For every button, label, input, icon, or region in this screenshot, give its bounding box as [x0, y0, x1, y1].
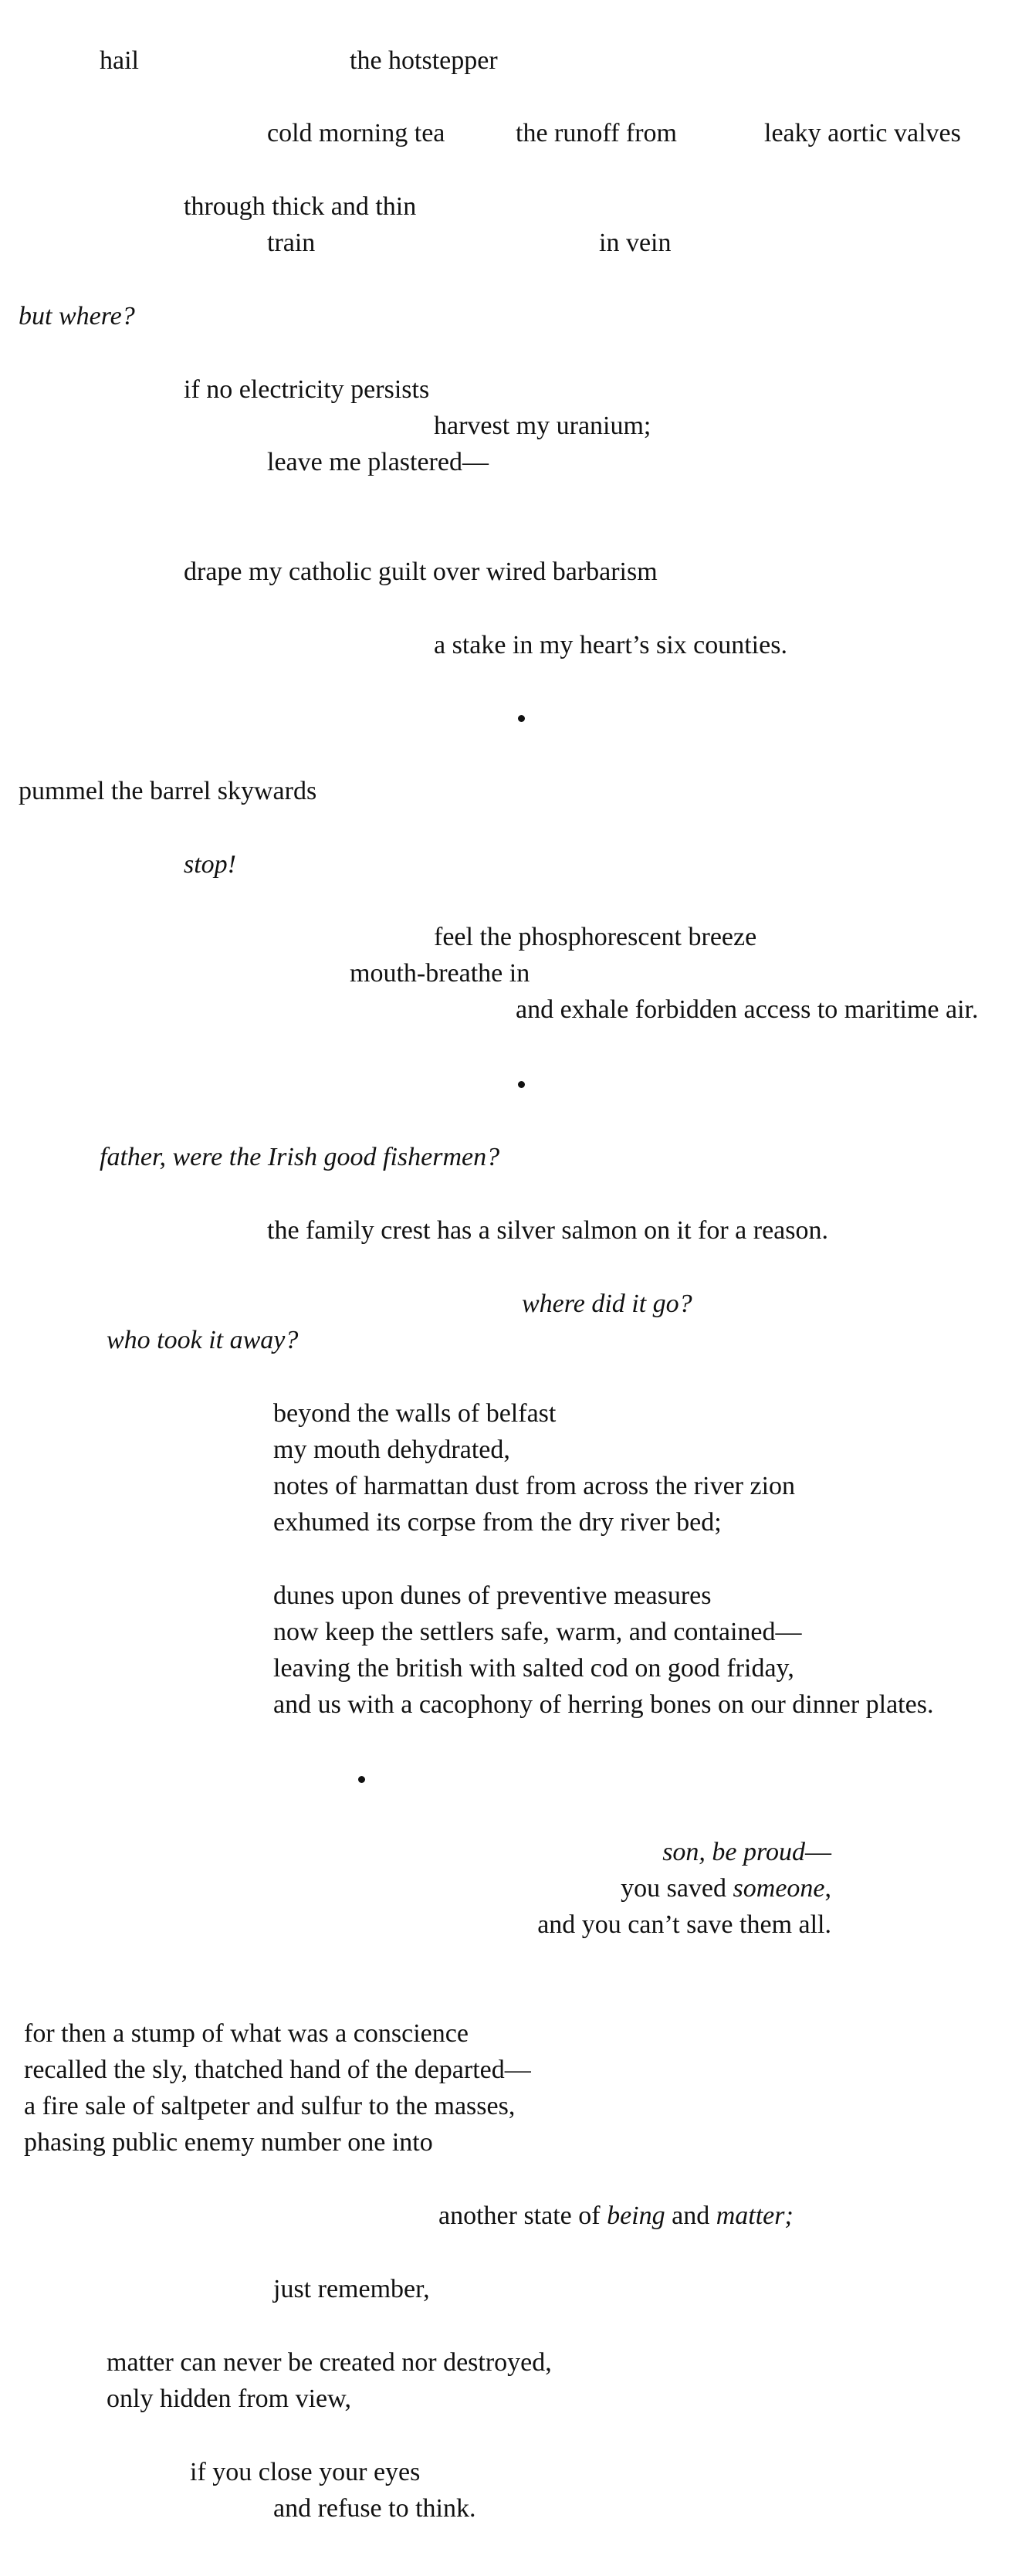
line-train: train — [267, 229, 316, 257]
line-matter-created: matter can never be created nor destroyed, — [107, 2348, 552, 2377]
line-in-vein: in vein — [599, 229, 672, 257]
line-but-where: but where? — [19, 302, 135, 330]
line-exhale: and exhale forbidden access to maritime air. — [516, 995, 979, 1024]
saved-post: , — [824, 1874, 831, 1903]
line-another-state — [438, 2203, 794, 2229]
saved-pre: you saved — [621, 1874, 733, 1903]
line-you-saved — [621, 1876, 831, 1902]
line-stake: a stake in my heart’s six counties. — [434, 631, 787, 659]
line-plastered: leave me plastered— — [267, 448, 489, 476]
line-who-took-it: who took it away? — [107, 1326, 299, 1354]
line-dunes: dunes upon dunes of preventive measures — [273, 1581, 712, 1610]
line-uranium: harvest my uranium; — [434, 412, 651, 440]
line-stop: stop! — [184, 850, 236, 879]
line-son-be-proud — [662, 1839, 831, 1866]
line-belfast: beyond the walls of belfast — [273, 1399, 557, 1428]
state-being: being — [607, 2201, 665, 2230]
line-where-did-it-go: where did it go? — [522, 1290, 692, 1318]
line-just-remember: just remember, — [273, 2275, 430, 2303]
line-cant-save: and you can’t save them all. — [537, 1910, 831, 1939]
line-hotstepper: the hotstepper — [350, 46, 498, 75]
section-bullet — [518, 715, 525, 722]
line-exhumed: exhumed its corpse from the dry river bed; — [273, 1508, 722, 1537]
saved-someone: someone — [733, 1874, 825, 1903]
line-phasing: phasing public enemy number one into — [24, 2128, 433, 2157]
line-fire-sale: a fire sale of saltpeter and sulfur to the masses, — [24, 2092, 516, 2120]
section-bullet — [358, 1776, 365, 1783]
line-drape: drape my catholic guilt over wired barbarism — [184, 558, 658, 586]
proud-dash: — — [805, 1838, 831, 1866]
line-aortic-valves: leaky aortic valves — [764, 119, 961, 147]
line-dehydrated: my mouth dehydrated, — [273, 1435, 510, 1464]
section-bullet — [518, 1081, 525, 1088]
line-pummel: pummel the barrel skywards — [19, 777, 317, 805]
proud-text: son, be proud — [662, 1838, 805, 1866]
line-thick-thin: through thick and thin — [184, 192, 417, 221]
line-breeze: feel the phosphorescent breeze — [434, 923, 757, 951]
line-salted-cod: leaving the british with salted cod on good friday, — [273, 1654, 794, 1683]
line-refuse-think: and refuse to think. — [273, 2494, 476, 2523]
line-runoff: the runoff from — [516, 119, 677, 147]
line-father: father, were the Irish good fishermen? — [100, 1143, 500, 1171]
line-recalled: recalled the sly, thatched hand of the departed— — [24, 2056, 531, 2084]
line-hail: hail — [100, 46, 139, 75]
line-mouth-breathe: mouth-breathe in — [350, 959, 530, 988]
line-close-eyes: if you close your eyes — [190, 2458, 421, 2486]
line-stump: for then a stump of what was a conscience — [24, 2019, 469, 2048]
line-herring: and us with a cacophony of herring bones on our dinner plates. — [273, 1690, 934, 1719]
state-matter: matter; — [716, 2201, 794, 2230]
line-family-crest: the family crest has a silver salmon on it for a reason. — [267, 1216, 828, 1245]
line-harmattan: notes of harmattan dust from across the river zion — [273, 1472, 796, 1500]
state-and: and — [665, 2201, 716, 2230]
line-hidden-view: only hidden from view, — [107, 2384, 351, 2413]
line-settlers: now keep the settlers safe, warm, and contained— — [273, 1618, 802, 1646]
line-cold-tea: cold morning tea — [267, 119, 445, 147]
state-pre: another state of — [438, 2201, 607, 2230]
line-electricity: if no electricity persists — [184, 375, 430, 404]
